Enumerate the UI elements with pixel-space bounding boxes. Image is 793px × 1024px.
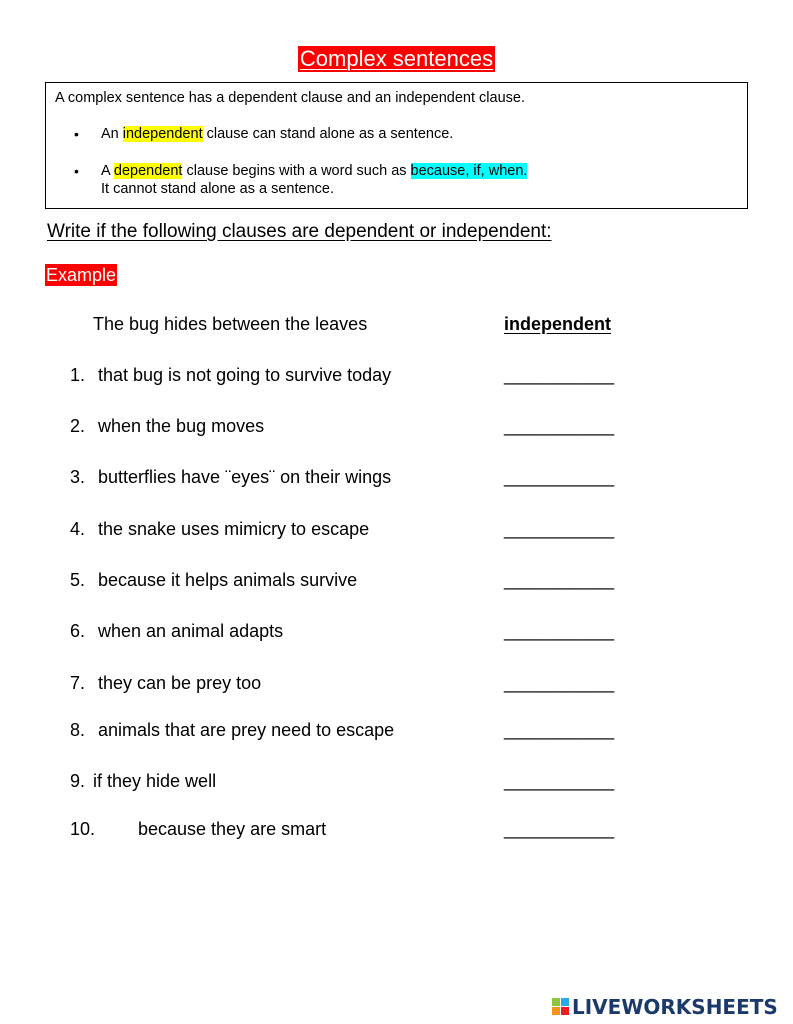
list-item bbox=[0, 365, 793, 389]
item-number: 4. bbox=[70, 519, 86, 539]
highlight-dependent: dependent bbox=[113, 163, 183, 179]
title-container bbox=[0, 46, 793, 72]
bullet-independent-text bbox=[101, 125, 453, 143]
answer-blank[interactable]: ___________ bbox=[504, 416, 615, 436]
page-title: Complex sentences bbox=[299, 46, 494, 71]
example-answer: independent bbox=[504, 314, 611, 334]
bullet-dot: • bbox=[74, 126, 79, 142]
item-number: 6. bbox=[70, 621, 86, 641]
logo-square-orange bbox=[552, 1007, 560, 1015]
logo-square-green bbox=[552, 998, 560, 1006]
answer-blank[interactable]: ___________ bbox=[504, 365, 615, 385]
item-clause: because they are smart bbox=[138, 819, 327, 839]
list-item bbox=[0, 673, 793, 697]
bullet-text-line2: It cannot stand alone as a sentence. bbox=[101, 181, 334, 197]
answer-blank[interactable]: ___________ bbox=[504, 570, 615, 590]
highlight-conjunctions: because, if, when. bbox=[410, 163, 528, 179]
list-item bbox=[0, 819, 793, 843]
liveworksheets-logo-icon bbox=[552, 998, 570, 1016]
highlight-independent: independent bbox=[122, 126, 203, 142]
liveworksheets-logo bbox=[552, 994, 778, 1020]
item-number: 7. bbox=[70, 673, 86, 693]
list-item bbox=[0, 416, 793, 440]
bullet-dependent-text bbox=[101, 162, 527, 198]
item-clause: they can be prey too bbox=[98, 673, 262, 693]
item-number: 8. bbox=[70, 720, 86, 740]
list-item bbox=[0, 519, 793, 543]
item-clause: when the bug moves bbox=[98, 416, 265, 436]
instruction-text: Write if the following clauses are dependent or independent: bbox=[47, 221, 552, 242]
item-number: 9. bbox=[70, 771, 86, 791]
definition-box bbox=[45, 82, 748, 209]
item-number: 5. bbox=[70, 570, 86, 590]
item-clause: because it helps animals survive bbox=[98, 570, 358, 590]
definition-intro: A complex sentence has a dependent clause and an independent clause. bbox=[55, 90, 525, 106]
list-item bbox=[0, 720, 793, 744]
item-number: 10. bbox=[70, 819, 96, 839]
list-item bbox=[0, 621, 793, 645]
item-clause: when an animal adapts bbox=[98, 621, 284, 641]
item-number: 3. bbox=[70, 467, 86, 487]
logo-square-red bbox=[561, 1007, 569, 1015]
liveworksheets-wordmark: LIVEWORKSHEETS bbox=[572, 995, 778, 1019]
answer-blank[interactable]: ___________ bbox=[504, 621, 615, 641]
item-clause: that bug is not going to survive today bbox=[98, 365, 392, 385]
item-number: 2. bbox=[70, 416, 86, 436]
bullet-text-after: clause can stand alone as a sentence. bbox=[202, 126, 454, 142]
answer-blank[interactable]: ___________ bbox=[504, 467, 615, 487]
bullet-text-middle: clause begins with a word such as bbox=[182, 163, 411, 179]
item-clause: the snake uses mimicry to escape bbox=[98, 519, 370, 539]
item-clause: animals that are prey need to escape bbox=[98, 720, 395, 740]
item-clause: if they hide well bbox=[93, 771, 217, 791]
example-label: Example bbox=[46, 265, 117, 285]
item-number: 1. bbox=[70, 365, 86, 385]
answer-blank[interactable]: ___________ bbox=[504, 771, 615, 791]
example-sentence: The bug hides between the leaves bbox=[93, 314, 368, 334]
item-clause: butterflies have ¨eyes¨ on their wings bbox=[98, 467, 392, 487]
bullet-dot: • bbox=[74, 163, 79, 179]
list-item bbox=[0, 570, 793, 594]
bullet-text-before: A bbox=[101, 163, 114, 179]
answer-blank[interactable]: ___________ bbox=[504, 819, 615, 839]
list-item bbox=[0, 771, 793, 795]
list-item bbox=[0, 467, 793, 491]
answer-blank[interactable]: ___________ bbox=[504, 673, 615, 693]
logo-square-blue bbox=[561, 998, 569, 1006]
bullet-text-before: An bbox=[101, 126, 123, 142]
answer-blank[interactable]: ___________ bbox=[504, 519, 615, 539]
answer-blank[interactable]: ___________ bbox=[504, 720, 615, 740]
